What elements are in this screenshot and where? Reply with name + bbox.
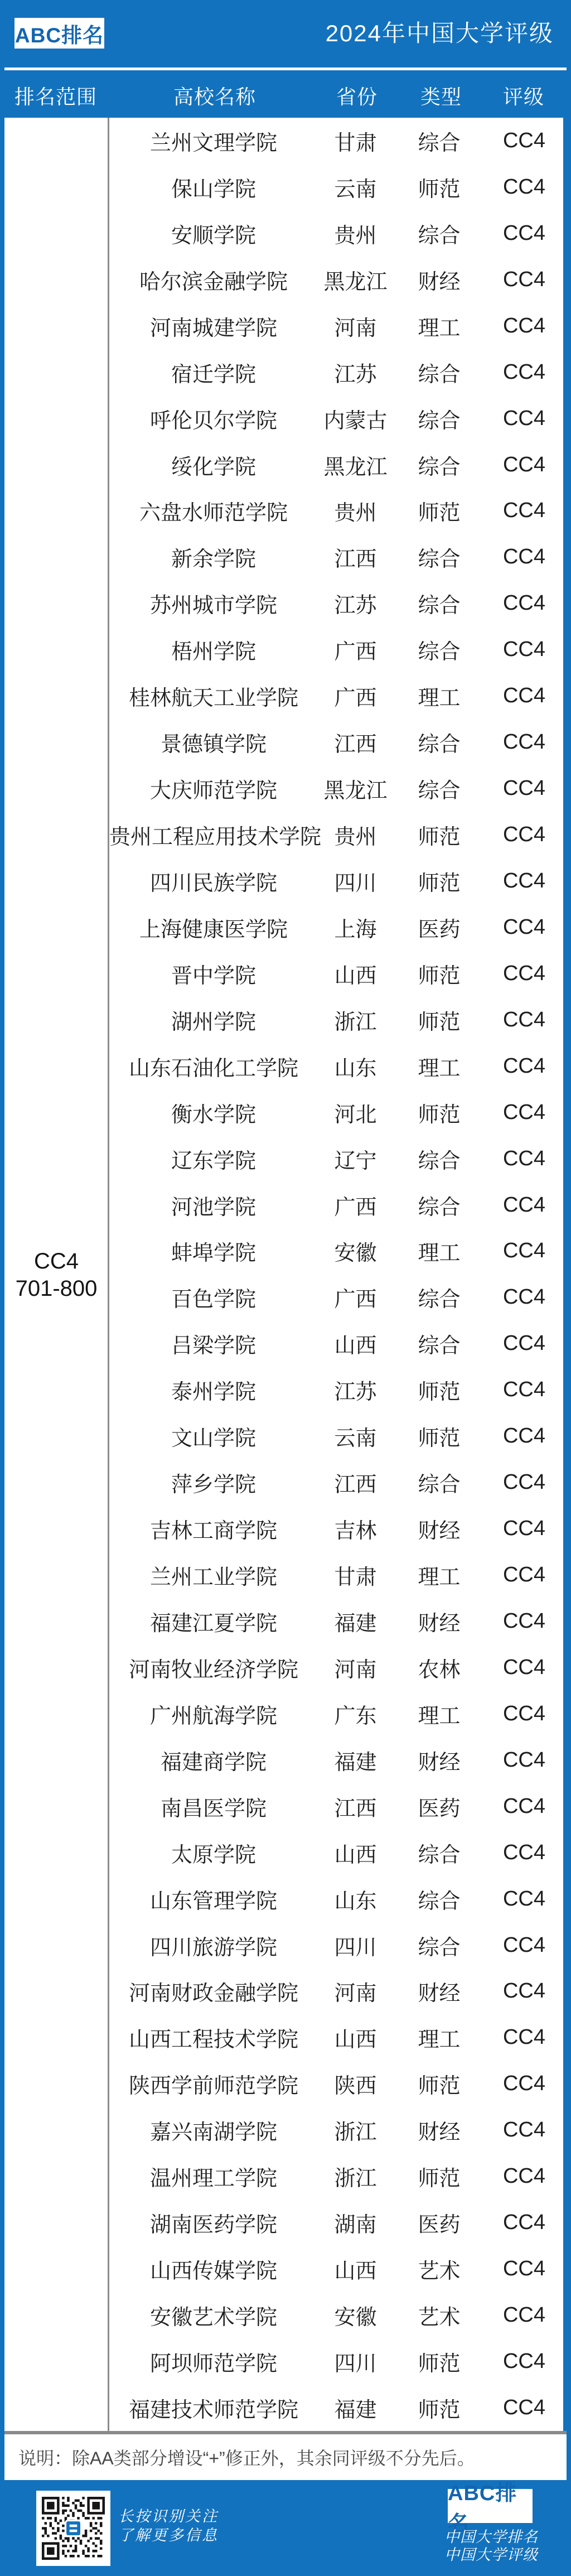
university-type: 综合 bbox=[418, 1936, 461, 1960]
university-type: 理工 bbox=[418, 2028, 461, 2052]
university-rating: CC4 bbox=[502, 776, 546, 800]
university-province: 陕西 bbox=[334, 2075, 377, 2099]
university-province: 云南 bbox=[334, 177, 377, 201]
university-rating: CC4 bbox=[502, 2025, 546, 2049]
table-row bbox=[109, 1691, 563, 1737]
university-type: 财经 bbox=[418, 2121, 461, 2145]
table-row bbox=[109, 904, 563, 951]
university-name: 泰州学院 bbox=[171, 1381, 256, 1405]
university-province: 安徽 bbox=[334, 2306, 377, 2330]
table-row bbox=[109, 2292, 563, 2338]
brand-badge-label: ABC排名 bbox=[14, 23, 104, 47]
university-name: 辽东学院 bbox=[171, 1149, 256, 1173]
university-rating: CC4 bbox=[502, 2118, 546, 2142]
university-type: 理工 bbox=[418, 1566, 461, 1590]
university-province: 山西 bbox=[334, 964, 377, 988]
university-rating: CC4 bbox=[502, 915, 546, 939]
column-header-rating: 评级 bbox=[502, 85, 544, 108]
university-rating: CC4 bbox=[502, 684, 546, 708]
university-name: 桂林航天工业学院 bbox=[128, 687, 298, 711]
table-row bbox=[109, 395, 563, 442]
university-type: 农林 bbox=[418, 1658, 461, 1682]
university-type: 综合 bbox=[418, 131, 461, 155]
university-name: 四川民族学院 bbox=[149, 871, 277, 895]
table-row bbox=[109, 2153, 563, 2199]
university-province: 四川 bbox=[334, 1936, 377, 1960]
university-type: 师范 bbox=[418, 964, 461, 988]
university-type: 理工 bbox=[418, 687, 461, 711]
table-row bbox=[109, 210, 563, 257]
university-name: 山东石油化工学院 bbox=[128, 1057, 298, 1080]
table-row bbox=[109, 442, 563, 488]
university-type: 理工 bbox=[418, 1242, 461, 1266]
university-province: 甘肃 bbox=[334, 1566, 377, 1590]
university-rating: CC4 bbox=[502, 1193, 546, 1217]
university-type: 师范 bbox=[418, 1103, 461, 1127]
university-type: 艺术 bbox=[418, 2306, 461, 2330]
university-name: 呼伦贝尔学院 bbox=[149, 409, 277, 433]
university-rating: CC4 bbox=[502, 591, 546, 615]
university-type: 师范 bbox=[418, 871, 461, 895]
university-province: 广西 bbox=[334, 1195, 377, 1219]
university-name: 山东管理学院 bbox=[149, 1889, 277, 1913]
university-name: 绥化学院 bbox=[171, 455, 256, 479]
university-rating: CC4 bbox=[502, 267, 546, 291]
column-header-type: 类型 bbox=[420, 85, 462, 108]
table-row bbox=[109, 257, 563, 303]
university-province: 四川 bbox=[334, 2352, 377, 2376]
university-name: 保山学院 bbox=[171, 177, 256, 201]
column-header-name: 高校名称 bbox=[173, 85, 256, 108]
university-name: 苏州城市学院 bbox=[149, 594, 277, 618]
university-rating: CC4 bbox=[502, 221, 546, 245]
university-type: 综合 bbox=[418, 409, 461, 433]
university-name: 安徽艺术学院 bbox=[149, 2306, 277, 2330]
university-rating: CC4 bbox=[502, 2303, 546, 2327]
note-text: 说明：除AA类部分增设“+”修正外，其余同评级不分先后。 bbox=[18, 2448, 475, 2468]
university-type: 综合 bbox=[418, 1889, 461, 1913]
university-name: 新余学院 bbox=[171, 548, 256, 572]
table-row bbox=[109, 951, 563, 997]
table-row bbox=[109, 2107, 563, 2153]
university-rating: CC4 bbox=[502, 1146, 546, 1170]
university-type: 综合 bbox=[418, 363, 461, 387]
university-rating: CC4 bbox=[502, 1470, 546, 1494]
university-province: 浙江 bbox=[334, 1010, 377, 1034]
university-province: 广西 bbox=[334, 640, 377, 664]
university-type: 师范 bbox=[418, 2075, 461, 2099]
university-name: 梧州学院 bbox=[171, 640, 256, 664]
university-name: 山西工程技术学院 bbox=[128, 2028, 298, 2052]
university-name: 吕梁学院 bbox=[171, 1334, 256, 1358]
footer-brand-badge bbox=[448, 2481, 533, 2536]
university-name: 安顺学院 bbox=[171, 224, 256, 248]
university-type: 医药 bbox=[418, 918, 461, 942]
table-row bbox=[109, 1043, 563, 1089]
university-type: 师范 bbox=[418, 501, 461, 525]
university-type: 师范 bbox=[418, 1010, 461, 1034]
university-name: 河南牧业经济学院 bbox=[128, 1658, 298, 1682]
footer-brand-badge-label: ABC排名 bbox=[448, 2481, 517, 2536]
university-name: 温州理工学院 bbox=[149, 2167, 277, 2191]
university-name: 河南财政金融学院 bbox=[128, 1982, 298, 2006]
university-type: 财经 bbox=[418, 270, 461, 294]
university-name: 兰州文理学院 bbox=[149, 131, 277, 155]
rank-group-label: CC4 bbox=[33, 1249, 79, 1273]
table-row bbox=[109, 349, 563, 395]
university-rating: CC4 bbox=[502, 1979, 546, 2003]
university-province: 辽宁 bbox=[334, 1149, 377, 1173]
university-rating: CC4 bbox=[502, 1701, 546, 1725]
table-row bbox=[109, 1182, 563, 1228]
table-row bbox=[109, 534, 563, 580]
university-rating: CC4 bbox=[502, 1100, 546, 1124]
header-divider bbox=[4, 67, 567, 70]
table-row bbox=[109, 812, 563, 858]
university-rating: CC4 bbox=[502, 1748, 546, 1772]
university-type: 医药 bbox=[418, 2213, 461, 2237]
brand-badge bbox=[14, 18, 104, 49]
university-rating: CC4 bbox=[502, 1655, 546, 1679]
table-row bbox=[109, 626, 563, 673]
university-name: 贵州工程应用技术学院 bbox=[109, 826, 322, 850]
university-province: 湖南 bbox=[334, 2213, 377, 2237]
table-row bbox=[109, 1413, 563, 1459]
table-row bbox=[109, 1228, 563, 1275]
table-row bbox=[109, 1506, 563, 1552]
university-name: 景德镇学院 bbox=[160, 733, 267, 757]
university-province: 上海 bbox=[334, 918, 377, 942]
university-name: 宿迁学院 bbox=[171, 363, 256, 387]
university-province: 江西 bbox=[334, 1473, 377, 1497]
university-rating: CC4 bbox=[502, 1054, 546, 1078]
university-province: 黑龙江 bbox=[323, 455, 388, 479]
university-name: 阿坝师范学院 bbox=[149, 2352, 277, 2376]
footer-brand-line1: 中国大学排名 bbox=[444, 2529, 538, 2545]
university-name: 广州航海学院 bbox=[149, 1704, 277, 1728]
table-row bbox=[109, 164, 563, 210]
university-name: 湖南医药学院 bbox=[149, 2213, 277, 2237]
university-name: 吉林工商学院 bbox=[149, 1519, 277, 1543]
university-name: 萍乡学院 bbox=[171, 1473, 256, 1497]
university-rating: CC4 bbox=[502, 2072, 546, 2096]
university-type: 综合 bbox=[418, 1288, 461, 1312]
university-rating: CC4 bbox=[502, 1563, 546, 1587]
university-type: 综合 bbox=[418, 455, 461, 479]
university-type: 财经 bbox=[418, 1519, 461, 1543]
university-rating: CC4 bbox=[502, 313, 546, 337]
university-province: 山东 bbox=[334, 1889, 377, 1913]
university-province: 浙江 bbox=[334, 2121, 377, 2145]
table-row bbox=[109, 1552, 563, 1598]
university-province: 山西 bbox=[334, 2028, 377, 2052]
university-name: 六盘水师范学院 bbox=[139, 501, 288, 525]
university-type: 综合 bbox=[418, 1149, 461, 1173]
university-type: 师范 bbox=[418, 1427, 461, 1451]
university-province: 黑龙江 bbox=[323, 270, 388, 294]
university-province: 甘肃 bbox=[334, 131, 377, 155]
table-row bbox=[109, 1830, 563, 1876]
university-rating: CC4 bbox=[502, 2395, 546, 2419]
footer-brand-line2: 中国大学评级 bbox=[444, 2546, 538, 2563]
university-province: 广西 bbox=[334, 1288, 377, 1312]
university-rating: CC4 bbox=[502, 2257, 546, 2281]
table-row bbox=[109, 1367, 563, 1413]
table-row bbox=[109, 1876, 563, 1922]
university-type: 综合 bbox=[418, 224, 461, 248]
university-rating: CC4 bbox=[502, 406, 546, 430]
university-rating: CC4 bbox=[502, 1794, 546, 1818]
university-rating: CC4 bbox=[502, 2349, 546, 2373]
university-name: 上海健康医学院 bbox=[139, 918, 288, 942]
university-province: 江苏 bbox=[334, 1381, 377, 1405]
university-rating: CC4 bbox=[502, 175, 546, 199]
university-name: 大庆师范学院 bbox=[149, 779, 277, 803]
university-type: 财经 bbox=[418, 1982, 461, 2006]
university-type: 综合 bbox=[418, 594, 461, 618]
university-rating: CC4 bbox=[502, 499, 546, 523]
university-type: 师范 bbox=[418, 2398, 461, 2422]
university-rating: CC4 bbox=[502, 1007, 546, 1031]
university-type: 综合 bbox=[418, 1195, 461, 1219]
rank-group-range: 701-800 bbox=[15, 1276, 98, 1301]
university-province: 贵州 bbox=[334, 224, 377, 248]
university-type: 综合 bbox=[418, 548, 461, 572]
university-rating: CC4 bbox=[502, 1332, 546, 1355]
university-type: 师范 bbox=[418, 826, 461, 850]
university-name: 太原学院 bbox=[171, 1843, 256, 1867]
university-province: 山西 bbox=[334, 1334, 377, 1358]
university-name: 晋中学院 bbox=[171, 964, 256, 988]
table-row bbox=[109, 1136, 563, 1182]
table-row bbox=[109, 303, 563, 349]
table-row bbox=[109, 1274, 563, 1320]
university-rating: CC4 bbox=[502, 869, 546, 893]
qr-code bbox=[36, 2491, 110, 2566]
university-rating: CC4 bbox=[502, 1609, 546, 1633]
university-name: 福建江夏学院 bbox=[149, 1612, 277, 1636]
university-name: 百色学院 bbox=[171, 1288, 256, 1312]
university-type: 理工 bbox=[418, 316, 461, 340]
table-row bbox=[109, 2014, 563, 2061]
university-rating: CC4 bbox=[502, 2164, 546, 2188]
column-header-province: 省份 bbox=[336, 85, 378, 108]
university-name: 蚌埠学院 bbox=[171, 1242, 256, 1266]
university-name: 四川旅游学院 bbox=[149, 1936, 277, 1960]
qr-caption-line1: 长按识别关注 bbox=[118, 2508, 219, 2525]
university-province: 贵州 bbox=[334, 501, 377, 525]
university-rating: CC4 bbox=[502, 638, 546, 662]
university-rating: CC4 bbox=[502, 823, 546, 847]
table-row bbox=[109, 997, 563, 1043]
table-row bbox=[109, 765, 563, 812]
university-province: 四川 bbox=[334, 871, 377, 895]
university-rating: CC4 bbox=[502, 1517, 546, 1541]
university-type: 理工 bbox=[418, 1057, 461, 1080]
table-row bbox=[109, 858, 563, 904]
university-type: 综合 bbox=[418, 779, 461, 803]
table-row bbox=[109, 1644, 563, 1691]
university-province: 福建 bbox=[334, 1612, 377, 1636]
university-province: 内蒙古 bbox=[323, 409, 388, 433]
table-row bbox=[109, 580, 563, 626]
university-province: 江苏 bbox=[334, 594, 377, 618]
university-rating: CC4 bbox=[502, 1285, 546, 1309]
table-row bbox=[109, 2199, 563, 2246]
table-row bbox=[109, 488, 563, 534]
university-province: 江西 bbox=[334, 733, 377, 757]
university-rating: CC4 bbox=[502, 730, 546, 754]
university-province: 河南 bbox=[334, 316, 377, 340]
table-row bbox=[109, 2338, 563, 2385]
university-rating: CC4 bbox=[502, 2211, 546, 2235]
note-band bbox=[4, 2434, 567, 2480]
university-type: 财经 bbox=[418, 1750, 461, 1774]
table-row bbox=[109, 2061, 563, 2107]
university-name: 福建技术师范学院 bbox=[128, 2398, 298, 2422]
university-rating: CC4 bbox=[502, 545, 546, 569]
university-province: 吉林 bbox=[334, 1519, 377, 1543]
university-province: 浙江 bbox=[334, 2167, 377, 2191]
university-name: 南昌医学院 bbox=[160, 1797, 267, 1821]
university-rating: CC4 bbox=[502, 1840, 546, 1864]
table-row bbox=[109, 2385, 563, 2431]
university-province: 广东 bbox=[334, 1704, 377, 1728]
university-province: 广西 bbox=[334, 687, 377, 711]
university-province: 云南 bbox=[334, 1427, 377, 1451]
university-province: 山西 bbox=[334, 2260, 377, 2284]
university-type: 理工 bbox=[418, 1704, 461, 1728]
table-row bbox=[109, 1737, 563, 1783]
university-province: 黑龙江 bbox=[323, 779, 388, 803]
table-row bbox=[109, 118, 563, 164]
qr-caption bbox=[118, 2507, 241, 2545]
table-row bbox=[109, 1320, 563, 1367]
university-name: 嘉兴南湖学院 bbox=[149, 2121, 277, 2145]
university-rating: CC4 bbox=[502, 128, 546, 152]
university-rating: CC4 bbox=[502, 1424, 546, 1448]
university-province: 山东 bbox=[334, 1057, 377, 1080]
table-row bbox=[109, 1459, 563, 1506]
university-rows bbox=[109, 118, 563, 2431]
university-rating: CC4 bbox=[502, 961, 546, 985]
university-rating: CC4 bbox=[502, 1239, 546, 1263]
university-type: 医药 bbox=[418, 1797, 461, 1821]
university-province: 山西 bbox=[334, 1843, 377, 1867]
university-province: 河北 bbox=[334, 1103, 377, 1127]
table-row bbox=[109, 1089, 563, 1136]
rank-group-cell bbox=[4, 1248, 108, 1303]
university-rating: CC4 bbox=[502, 1933, 546, 1957]
university-type: 师范 bbox=[418, 1381, 461, 1405]
page-title: 2024年中国大学评级 bbox=[325, 20, 554, 46]
footer-brand-lines bbox=[441, 2528, 541, 2564]
university-type: 综合 bbox=[418, 733, 461, 757]
table-row bbox=[109, 1969, 563, 2015]
university-type: 师范 bbox=[418, 2352, 461, 2376]
university-type: 综合 bbox=[418, 1843, 461, 1867]
university-name: 福建商学院 bbox=[160, 1750, 267, 1774]
qr-caption-line2: 了解更多信息 bbox=[118, 2527, 219, 2544]
university-rating: CC4 bbox=[502, 360, 546, 384]
qr-code-icon bbox=[42, 2496, 105, 2560]
university-province: 安徽 bbox=[334, 1242, 377, 1266]
university-rating: CC4 bbox=[502, 452, 546, 476]
table-row bbox=[109, 1598, 563, 1644]
university-type: 综合 bbox=[418, 1334, 461, 1358]
university-name: 哈尔滨金融学院 bbox=[139, 270, 288, 294]
university-name: 山西传媒学院 bbox=[149, 2260, 277, 2284]
university-rating: CC4 bbox=[502, 1378, 546, 1402]
university-province: 河南 bbox=[334, 1982, 377, 2006]
university-type: 艺术 bbox=[418, 2260, 461, 2284]
table-row bbox=[109, 1922, 563, 1969]
university-name: 兰州工业学院 bbox=[149, 1566, 277, 1590]
university-province: 江西 bbox=[334, 1797, 377, 1821]
university-name: 文山学院 bbox=[171, 1427, 256, 1451]
column-header-rank-range: 排名范围 bbox=[14, 85, 97, 108]
university-province: 福建 bbox=[334, 2398, 377, 2422]
university-rating: CC4 bbox=[502, 1887, 546, 1911]
university-province: 江西 bbox=[334, 548, 377, 572]
university-province: 江苏 bbox=[334, 363, 377, 387]
table-row bbox=[109, 673, 563, 719]
university-name: 陕西学前师范学院 bbox=[128, 2075, 298, 2099]
university-name: 河池学院 bbox=[171, 1195, 256, 1219]
table-row bbox=[109, 2246, 563, 2292]
university-name: 河南城建学院 bbox=[149, 316, 277, 340]
university-type: 综合 bbox=[418, 1473, 461, 1497]
university-type: 财经 bbox=[418, 1612, 461, 1636]
university-name: 衡水学院 bbox=[171, 1103, 256, 1127]
university-type: 综合 bbox=[418, 640, 461, 664]
table-row bbox=[109, 719, 563, 765]
university-province: 贵州 bbox=[334, 826, 377, 850]
university-name: 湖州学院 bbox=[171, 1010, 256, 1034]
university-type: 师范 bbox=[418, 2167, 461, 2191]
university-type: 师范 bbox=[418, 177, 461, 201]
table-row bbox=[109, 1783, 563, 1830]
university-province: 河南 bbox=[334, 1658, 377, 1682]
university-province: 福建 bbox=[334, 1750, 377, 1774]
